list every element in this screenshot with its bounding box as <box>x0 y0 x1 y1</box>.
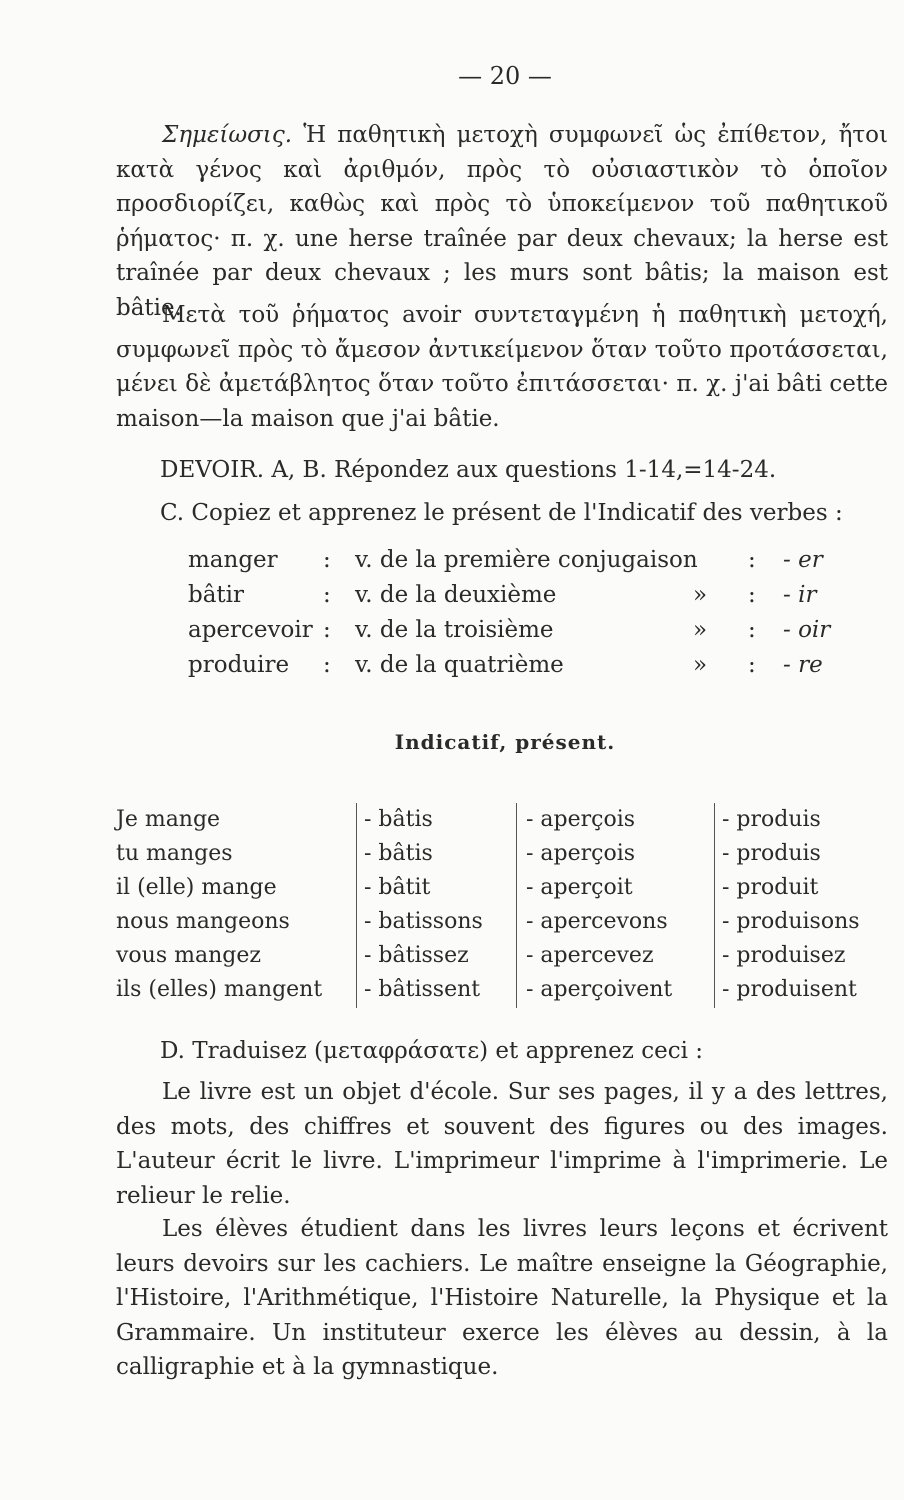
conj-desc: v. de la première conjugaison <box>355 547 698 573</box>
conj-desc: v. de la deuxième <box>355 582 557 608</box>
column-manger: Je mange tu manges il (elle) mange nous mangeons vous mangez ils (elles) mangent <box>116 807 323 1002</box>
column-produire: - produis - produis - produit - produisons - produisez - produisent <box>722 807 860 1002</box>
column-apercevoir: - aperçois - aperçois - aperçoit - apercevons - apercevez - aperçoivent <box>526 807 673 1002</box>
conj-desc: v. de la troisième <box>355 617 554 643</box>
reading-paragraph-2: Les élèves étudient dans les livres leurs leçons et écrivent leurs devoirs sur les cachiers. Le maître enseigne la Géographie, l'Histoire, l'Arithmétique, l'Histoire Naturelle, la Physique et la Grammaire. Un instituteur exerce les élèves au dessin, à la calligraphie et à la gymnastique. <box>116 1216 888 1380</box>
note-label: Σημείωσις. <box>162 122 293 148</box>
column-divider <box>714 803 715 1008</box>
ditto-mark: » <box>693 617 708 643</box>
column-divider <box>516 803 517 1008</box>
conj-ending: - re <box>783 652 823 678</box>
grammar-note-2: Μετὰ τοῦ ῥήματος avoir συντεταγμένη ἡ παθητικὴ μετοχή, συμφωνεῖ πρὸς τὸ ἄμεσον ἀντικείμενον ὅταν τοῦτο προτάσσεται, μένει δὲ ἀμετάβλητος ὅταν τοῦτο ἐπιτάσσεται· π. χ. j'ai bâti cette maison—la maison que j'ai bâtie. <box>116 302 888 432</box>
note-text: Ἡ παθητικὴ μετοχὴ συμφωνεῖ ὡς ἐπίθετον, ἤτοι κατὰ γένος καὶ ἀριθμόν, πρὸς τὸ οὐσιαστικὸν τὸ ὁποῖον προσδιορίζει, καθὼς καὶ πρὸς τὸ ὑποκείμενον τοῦ παθητικοῦ ῥήματος· π. χ. une herse traînée par deux chevaux; la herse est traînée par deux chevaux ; les murs sont bâtis; la maison est bâtie. <box>116 122 888 321</box>
column-batir: - bâtis - bâtis - bâtit - batissons - bâtissez - bâtissent <box>364 807 483 1002</box>
section-d-instruction: D. Traduisez (μεταφράσατε) et apprenez ceci : <box>160 1038 704 1064</box>
column-divider <box>356 803 357 1008</box>
conj-verb: bâtir <box>188 582 245 608</box>
conj-verb: produire <box>188 652 290 678</box>
conj-desc: v. de la quatrième <box>355 652 564 678</box>
ditto-mark: » <box>693 652 708 678</box>
conj-ending: - oir <box>783 617 831 643</box>
grammar-note <box>116 118 888 325</box>
section-c-instruction: C. Copiez et apprenez le présent de l'Indicatif des verbes : <box>160 500 843 526</box>
page-number: — 20 — <box>458 62 552 90</box>
ditto-mark: » <box>693 582 708 608</box>
conj-verb: apercevoir <box>188 617 313 643</box>
devoir-line: DEVOIR. A, B. Répondez aux questions 1-14,=14-24. <box>160 457 777 483</box>
conj-ending: - ir <box>783 582 817 608</box>
conj-ending: - er <box>783 547 823 573</box>
section-heading: Indicatif, présent. <box>394 730 616 754</box>
book-page: — 20 — Σημείωσις. Ἡ παθητικὴ μετοχὴ συμφωνεῖ ὡς ἐπίθετον, ἤτοι κατὰ γένος καὶ ἀριθμόν, πρὸς τὸ οὐσιαστικὸν τὸ ὁποῖον προσδιορίζει, καθὼς καὶ πρὸς τὸ ὑποκείμενον τοῦ παθητικοῦ ῥήματος· π. χ. une herse traînée par deux chevaux; la herse est traînée par deux chevaux ; les murs sont bâtis; la maison est bâtie. Μετὰ τοῦ ῥήματος avoir συντεταγμένη ἡ παθητικὴ μετοχή, συμφωνεῖ πρὸς τὸ ἄμεσον ἀντικείμενον ὅταν τοῦτο προτάσσεται, μένει δὲ ἀμετάβλητος ὅταν τοῦτο ἐπιτάσσεται· π. χ. j'ai bâti cette maison—la maison que j'ai bâtie. DEVOIR. A, B. Répondez aux questions 1-14,=14-24. C. Copiez et apprenez le présent de l'Indicatif des verbes : manger : v. de la première conjugaison : - er bâtir : v. de la deuxième » : - ir apercevoir : v. de la troisième » : - oir produire : v. de la quatrième » : - re Indicatif, présent. Je mange tu manges il (elle) mange nous mangeons vous mangez ils (elles) mangent - bâtis - bâtis - bâtit - batissons - bâtissez - bâtissent - aperçois - aperçois - aperçoit - apercevons - apercevez - aperçoivent - produis - produis - produit - produisons - produisez - produisent D. Traduisez (μεταφράσατε) et apprenez ceci : Le livre est un objet d'école. Sur ses pages, il y a des lettres, des mots, des chiffres et souvent des figures ou des images. L'auteur écrit le livre. L'imprimeur l'imprime à l'imprimerie. Le relieur le relie. Les élèves étudient dans les livres leurs leçons et écrivent leurs devoirs sur les cachiers. Le maître enseigne la Géographie, l'Histoire, l'Arithmétique, l'Histoire Naturelle, la Physique et la Grammaire. Un instituteur exerce les élèves au dessin, à la calligraphie et à la gymnastique. <box>0 0 904 1500</box>
reading-paragraph-1: Le livre est un objet d'école. Sur ses pages, il y a des lettres, des mots, des chiffres et souvent des figures ou des images. L'auteur écrit le livre. L'imprimeur l'imprime à l'imprimerie. Le relieur le relie. <box>116 1079 888 1209</box>
conj-verb: manger <box>188 547 278 573</box>
